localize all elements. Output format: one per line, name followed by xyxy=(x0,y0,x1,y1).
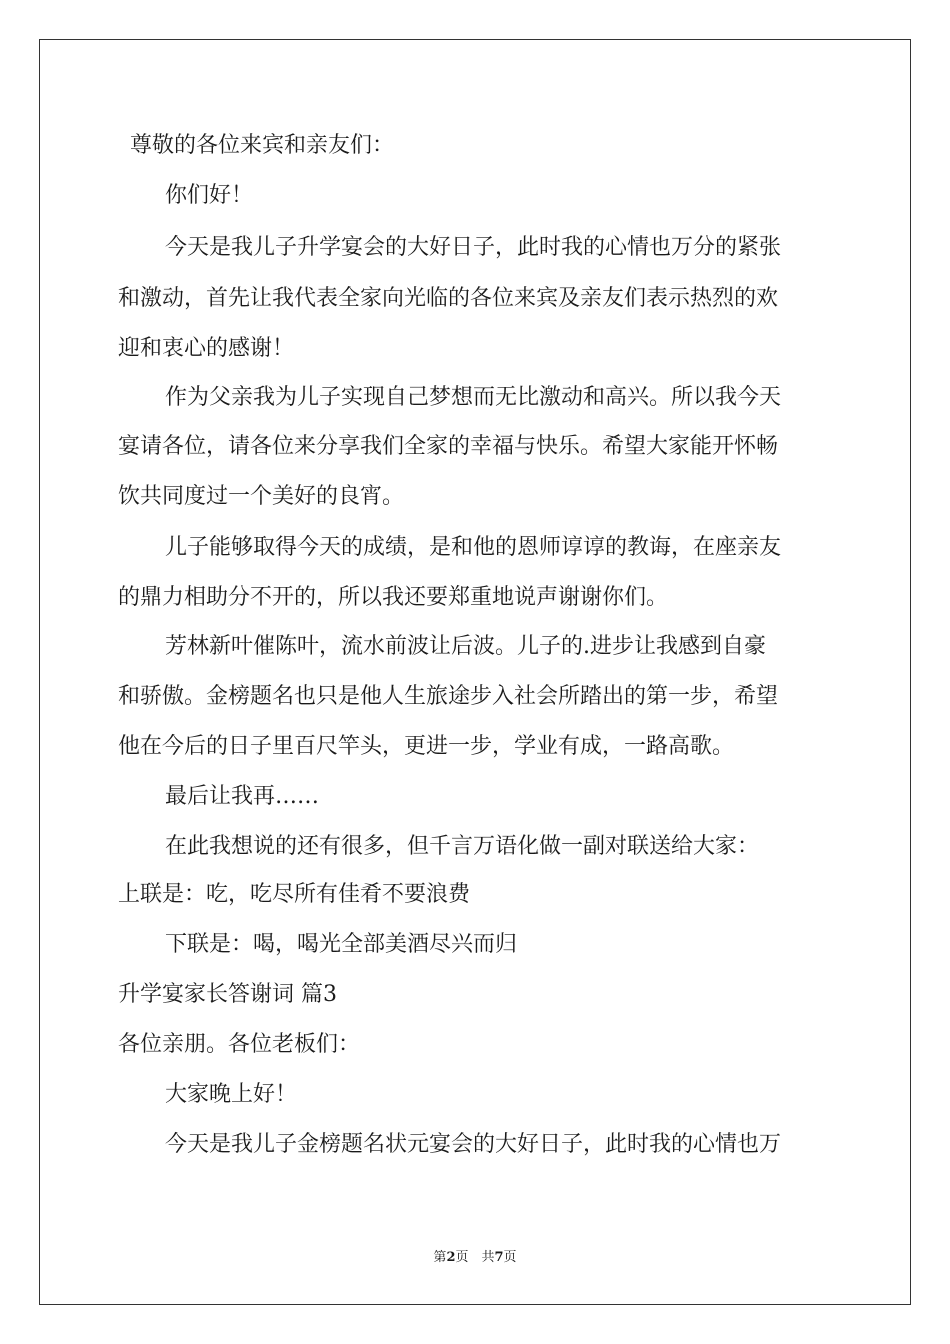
section-heading: 升学宴家长答谢词 篇3 xyxy=(118,982,337,1007)
salutation: 各位亲朋。各位老板们： xyxy=(118,1032,361,1057)
page-label-prefix: 第 xyxy=(433,1250,447,1265)
couplet-second-line: 下联是：喝，喝光全部美酒尽兴而归 xyxy=(165,932,518,957)
paragraph-line: 迎和衷心的感谢！ xyxy=(118,336,295,361)
page-label-mid: 页 共 xyxy=(455,1250,495,1265)
salutation: 尊敬的各位来宾和亲友们： xyxy=(130,133,395,158)
paragraph-line: 今天是我儿子金榜题名状元宴会的大好日子，此时我的心情也万 xyxy=(165,1132,782,1157)
greeting: 大家晚上好！ xyxy=(165,1082,298,1107)
paragraph-line: 今天是我儿子升学宴会的大好日子，此时我的心情也万分的紧张 xyxy=(165,235,782,260)
greeting: 你们好！ xyxy=(165,183,254,208)
paragraph-line: 在此我想说的还有很多，但千言万语化做一副对联送给大家： xyxy=(165,834,760,859)
paragraph-line: 和骄傲。金榜题名也只是他人生旅途步入社会所踏出的第一步，希望 xyxy=(118,684,779,709)
paragraph-line: 和激动，首先让我代表全家向光临的各位来宾及亲友们表示热烈的欢 xyxy=(118,286,779,311)
paragraph-line: 作为父亲我为儿子实现自己梦想而无比激动和高兴。所以我今天 xyxy=(165,385,782,410)
total-page-count: 7 xyxy=(494,1250,504,1265)
page-label-suffix: 页 xyxy=(503,1250,517,1265)
paragraph-line: 宴请各位，请各位来分享我们全家的幸福与快乐。希望大家能开怀畅 xyxy=(118,434,779,459)
paragraph-line: 最后让我再…… xyxy=(165,784,320,809)
page-border xyxy=(39,39,911,1305)
paragraph-line: 的鼎力相助分不开的，所以我还要郑重地说声谢谢你们。 xyxy=(118,585,669,610)
paragraph-line: 芳林新叶催陈叶，流水前波让后波。儿子的.进步让我感到自豪 xyxy=(165,634,766,659)
current-page-number: 2 xyxy=(446,1250,456,1265)
paragraph-line: 他在今后的日子里百尺竿头，更进一步，学业有成，一路高歌。 xyxy=(118,734,735,759)
couplet-first-line: 上联是：吃，吃尽所有佳肴不要浪费 xyxy=(118,882,471,907)
paragraph-line: 饮共同度过一个美好的良宵。 xyxy=(118,484,405,509)
page-footer xyxy=(0,1246,950,1265)
paragraph-line: 儿子能够取得今天的成绩，是和他的恩师谆谆的教诲，在座亲友 xyxy=(165,535,782,560)
